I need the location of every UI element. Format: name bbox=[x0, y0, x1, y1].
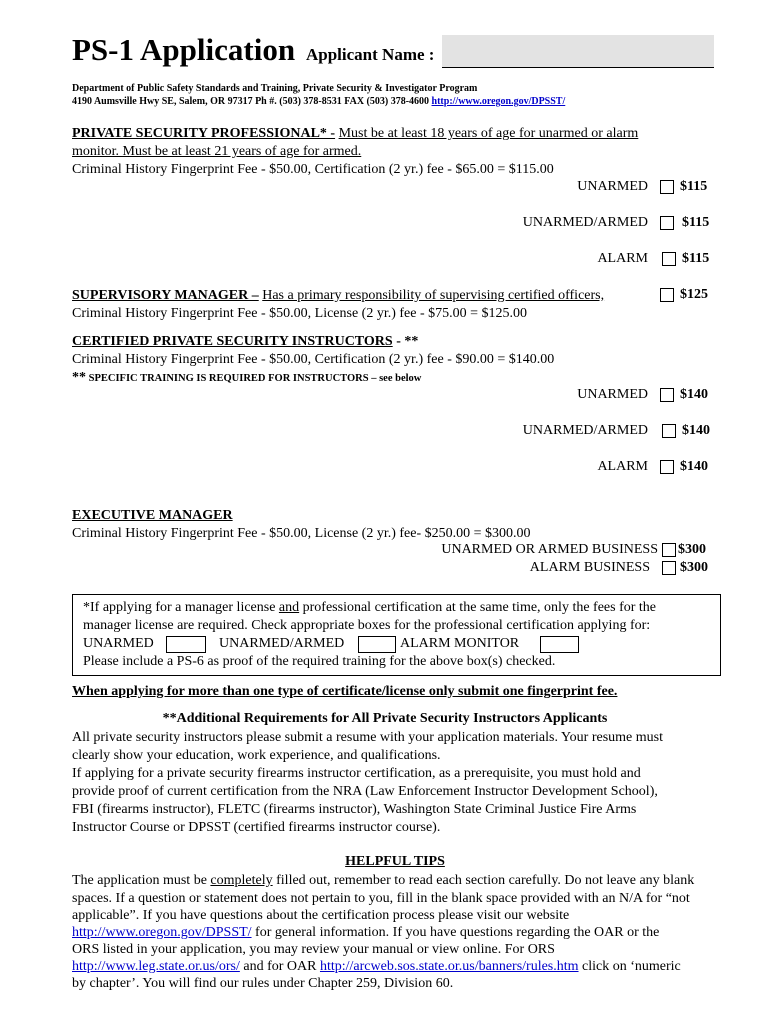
applicant-name-label: Applicant Name : bbox=[306, 45, 435, 64]
inst-unarmed-price: $140 bbox=[680, 387, 708, 402]
ps-unarmed-armed-label: UNARMED/ARMED bbox=[522, 215, 648, 230]
inst-alarm-checkbox[interactable] bbox=[660, 460, 674, 474]
tips-line-6-mid: and for OAR bbox=[239, 959, 320, 974]
tips-line-3: applicable”. If you have questions about the certification process please visit our website bbox=[72, 908, 570, 923]
supervisory-price: $125 bbox=[680, 287, 708, 302]
manager-note-line2: manager license are required. Check appropriate boxes for the professional certification applying for: bbox=[83, 618, 651, 633]
tips-line-1b: filled out, remember to read each section carefully. Do not leave any blank bbox=[272, 873, 695, 888]
manager-note-box bbox=[72, 594, 721, 676]
manager-note-and: and bbox=[278, 600, 300, 615]
supervisory-checkbox[interactable] bbox=[660, 288, 674, 302]
dpsst-website-link[interactable]: http://www.oregon.gov/DPSST/ bbox=[431, 96, 566, 107]
inst-alarm-label: ALARM bbox=[597, 459, 648, 474]
fingerprint-notice: When applying for more than one type of certificate/license only submit one fingerprint fee. bbox=[72, 684, 618, 699]
private-security-fees: Criminal History Fingerprint Fee - $50.00, Certification (2 yr.) fee - $65.00 = $115.00 bbox=[72, 162, 554, 177]
tips-line-2: spaces. If a question or statement does not pertain to you, fill in the blank space provided with an N/A for “not bbox=[72, 891, 690, 906]
inst-unarmed-label: UNARMED bbox=[577, 387, 648, 402]
additional-line-6: Instructor Course or DPSST (certified firearms instructor course). bbox=[72, 820, 441, 835]
ps-alarm-price: $115 bbox=[682, 251, 710, 266]
manager-note-unarmed-armed-label: UNARMED/ARMED bbox=[219, 636, 345, 651]
supervisory-heading: SUPERVISORY MANAGER – bbox=[72, 288, 259, 303]
supervisory-description: Has a primary responsibility of supervising certified officers, bbox=[262, 288, 605, 303]
private-security-heading-line bbox=[72, 125, 638, 143]
manager-note-unarmed-label: UNARMED bbox=[83, 636, 154, 651]
tips-line-5: ORS listed in your application, you may review your manual or view online. For ORS bbox=[72, 942, 555, 957]
executive-heading: EXECUTIVE MANAGER bbox=[72, 508, 233, 523]
exec-alarm-business-label: ALARM BUSINESS bbox=[529, 560, 650, 575]
tips-line-6 bbox=[72, 958, 681, 976]
applicant-name-field[interactable] bbox=[442, 35, 714, 68]
tips-completely: completely bbox=[210, 873, 273, 888]
inst-alarm-price: $140 bbox=[680, 459, 708, 474]
additional-line-3: If applying for a private security firearms instructor certification, as a prerequisite, you must hold and bbox=[72, 766, 641, 781]
tips-line-4 bbox=[72, 924, 659, 942]
inst-unarmed-armed-price: $140 bbox=[682, 423, 710, 438]
private-security-age-requirement: Must be at least 18 years of age for unarmed or alarm bbox=[338, 126, 639, 141]
exec-armed-business-label: UNARMED OR ARMED BUSINESS bbox=[441, 542, 658, 557]
manager-note-alarm-monitor-box[interactable] bbox=[540, 636, 579, 653]
instructors-heading-line bbox=[72, 333, 418, 351]
inst-unarmed-armed-checkbox[interactable] bbox=[662, 424, 676, 438]
inst-unarmed-armed-label: UNARMED/ARMED bbox=[522, 423, 648, 438]
tips-line-7: by chapter’. You will find our rules under Chapter 259, Division 60. bbox=[72, 976, 454, 991]
ps-unarmed-label: UNARMED bbox=[577, 179, 648, 194]
supervisory-fees: Criminal History Fingerprint Fee - $50.00, License (2 yr.) fee - $75.00 = $125.00 bbox=[72, 306, 528, 321]
inst-unarmed-checkbox[interactable] bbox=[660, 388, 674, 402]
tips-oar-link[interactable]: http://arcweb.sos.state.or.us/banners/rules.htm bbox=[319, 959, 579, 974]
instructors-fees: Criminal History Fingerprint Fee - $50.00, Certification (2 yr.) fee - $90.00 = $140.00 bbox=[72, 352, 555, 367]
manager-note-line4: Please include a PS-6 as proof of the required training for the above box(s) checked. bbox=[83, 654, 556, 669]
additional-line-4: provide proof of current certification from the NRA (Law Enforcement Instructor Development School), bbox=[72, 784, 658, 799]
tips-line-6-end: click on ‘numeric bbox=[578, 959, 681, 974]
ps-unarmed-armed-checkbox[interactable] bbox=[660, 216, 674, 230]
exec-armed-business-checkbox[interactable] bbox=[662, 543, 676, 557]
exec-alarm-business-price: $300 bbox=[680, 560, 708, 575]
executive-fees: Criminal History Fingerprint Fee - $50.00, License (2 yr.) fee- $250.00 = $300.00 bbox=[72, 526, 531, 541]
manager-note-unarmed-box[interactable] bbox=[166, 636, 206, 653]
ps-alarm-label: ALARM bbox=[597, 251, 648, 266]
tips-ors-link[interactable]: http://www.leg.state.or.us/ors/ bbox=[72, 959, 240, 974]
ps-unarmed-armed-price: $115 bbox=[682, 215, 710, 230]
tips-line-1 bbox=[72, 872, 694, 890]
department-contact: 4190 Aumsville Hwy SE, Salem, OR 97317 Ph #. (503) 378-8531 FAX (503) 378-4600 bbox=[72, 96, 430, 107]
department-address bbox=[72, 96, 565, 107]
ps-unarmed-checkbox[interactable] bbox=[660, 180, 674, 194]
instructors-note-text: SPECIFIC TRAINING IS REQUIRED FOR INSTRUCTORS – see below bbox=[86, 373, 422, 384]
additional-line-5: FBI (firearms instructor), FLETC (firearms instructor), Washington State Criminal Justice Fire Arms bbox=[72, 802, 637, 817]
supervisory-heading-line bbox=[72, 287, 604, 305]
ps-alarm-checkbox[interactable] bbox=[662, 252, 676, 266]
manager-note-text-a: *If applying for a manager license bbox=[83, 600, 279, 615]
manager-note-text-b: professional certification at the same time, only the fees for the bbox=[299, 600, 657, 615]
private-security-age-requirement-2: monitor. Must be at least 21 years of age for armed. bbox=[72, 144, 362, 159]
tips-line-1a: The application must be bbox=[72, 873, 211, 888]
instructors-note-stars: ** bbox=[72, 370, 86, 385]
helpful-tips-heading: HELPFUL TIPS bbox=[345, 854, 445, 869]
instructors-training-note bbox=[72, 369, 421, 388]
ps-unarmed-price: $115 bbox=[680, 179, 708, 194]
instructors-heading-suffix: - ** bbox=[392, 334, 419, 349]
private-security-heading: PRIVATE SECURITY PROFESSIONAL* - bbox=[72, 126, 336, 141]
exec-armed-business-price: $300 bbox=[678, 542, 706, 557]
page-title: PS-1 Application bbox=[72, 32, 296, 67]
exec-alarm-business-checkbox[interactable] bbox=[662, 561, 676, 575]
additional-line-1: All private security instructors please submit a resume with your application materials. Your resume must bbox=[72, 730, 663, 745]
tips-dpsst-link[interactable]: http://www.oregon.gov/DPSST/ bbox=[72, 925, 252, 940]
manager-note-alarm-monitor-label: ALARM MONITOR bbox=[400, 636, 520, 651]
manager-note-unarmed-armed-box[interactable] bbox=[358, 636, 396, 653]
manager-note-line1 bbox=[83, 600, 656, 616]
department-name: Department of Public Safety Standards and Training, Private Security & Investigator Program bbox=[72, 83, 478, 94]
instructors-heading: CERTIFIED PRIVATE SECURITY INSTRUCTORS bbox=[72, 334, 393, 349]
additional-requirements-heading: **Additional Requirements for All Private Security Instructors Applicants bbox=[162, 711, 608, 726]
tips-line-4b: for general information. If you have questions regarding the OAR or the bbox=[251, 925, 660, 940]
additional-line-2: clearly show your education, work experience, and qualifications. bbox=[72, 748, 441, 763]
